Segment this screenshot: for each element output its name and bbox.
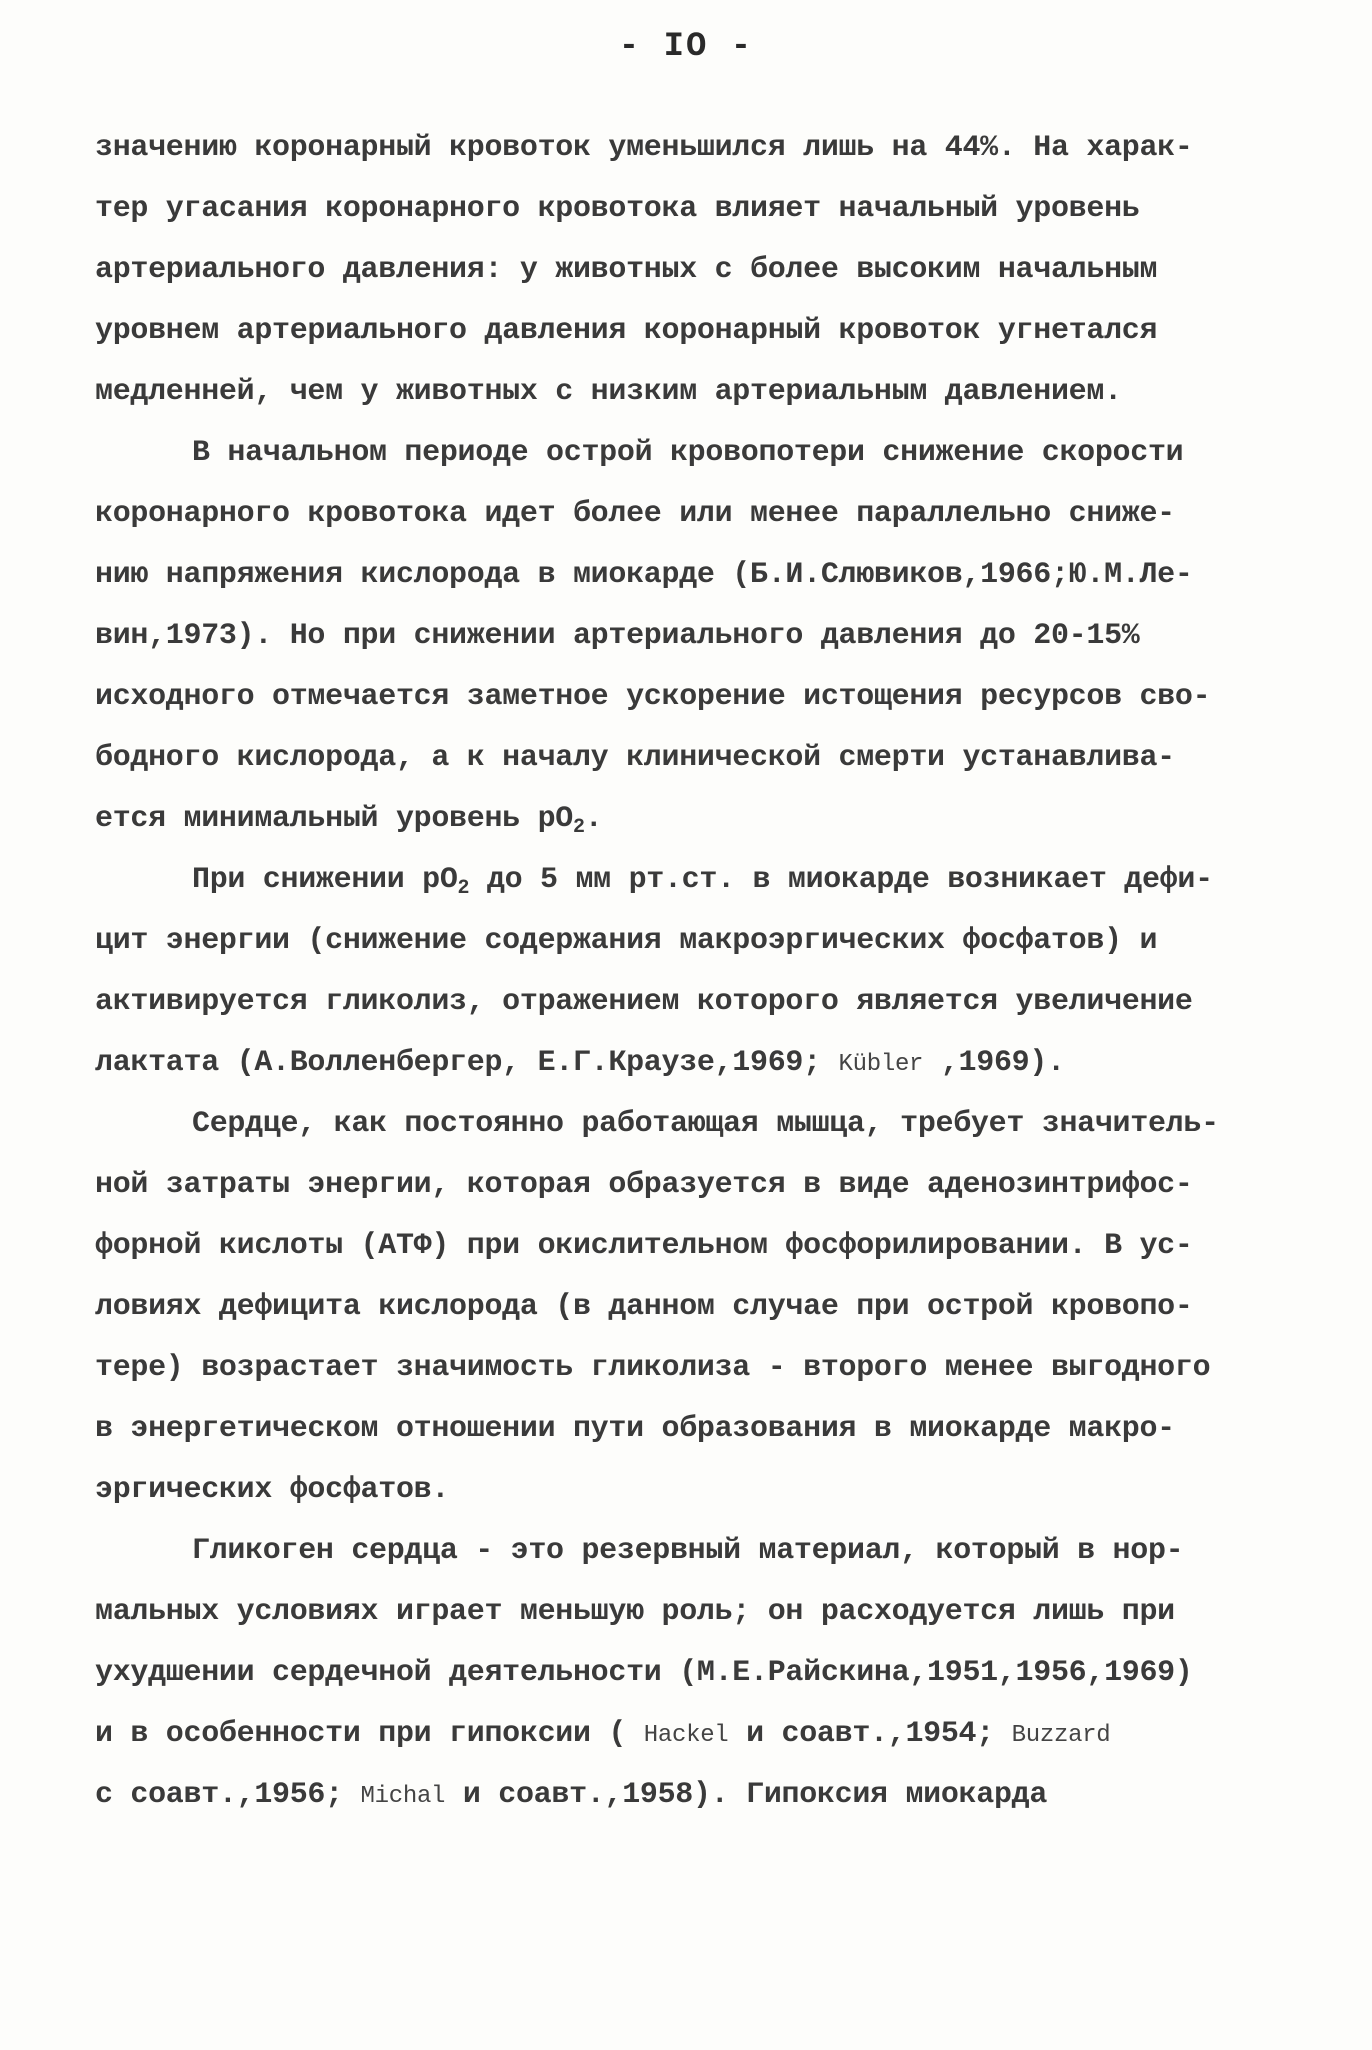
text-line [95, 311, 1290, 372]
text-segment: вин,1973). Но при снижении артериального давления до 20-15% [95, 619, 1140, 653]
text-segment: до 5 мм рт.ст. в миокарде возникает дефи- [469, 863, 1213, 897]
text-line [95, 555, 1290, 616]
text-segment: мальных условиях играет меньшую роль; он расходуется лишь при [95, 1595, 1175, 1629]
text-line [95, 982, 1290, 1043]
text-line [95, 1165, 1290, 1226]
text-segment: артериального давления: у животных с более высоким начальным [95, 253, 1158, 287]
text-line [95, 860, 1290, 921]
text-segment: и соавт.,1954; [728, 1717, 1012, 1751]
subscript: 2 [457, 877, 470, 900]
text-line [95, 921, 1290, 982]
text-segment: с соавт.,1956; [95, 1778, 361, 1812]
text-segment: медленней, чем у животных с низким артериальным давлением. [95, 375, 1122, 409]
text-segment: При снижении pO [192, 863, 458, 897]
text-line [95, 677, 1290, 738]
text-line [95, 128, 1290, 189]
text-line [95, 189, 1290, 250]
text-line [95, 1104, 1290, 1165]
text-segment: ной затраты энергии, которая образуется в виде аденозинтрифос- [95, 1168, 1193, 1202]
text-segment: Гликоген сердца - это резервный материал, который в нор- [192, 1534, 1184, 1568]
text-segment: . [584, 802, 603, 836]
text-segment: и соавт.,1958). Гипоксия миокарда [445, 1778, 1048, 1812]
text-line [95, 616, 1290, 677]
text-segment: уровнем артериального давления коронарный кровоток угнетался [95, 314, 1158, 348]
text-line [95, 372, 1290, 433]
text-line [95, 1043, 1290, 1104]
text-line [95, 433, 1290, 494]
latin-author-name: Buzzard [1011, 1722, 1111, 1749]
text-line [95, 799, 1290, 860]
text-segment: коронарного кровотока идет более или менее параллельно сниже- [95, 497, 1175, 531]
text-segment: ловиях дефицита кислорода (в данном случае при острой кровопо- [95, 1290, 1193, 1324]
text-segment: ется минимальный уровень pO [95, 802, 573, 836]
text-segment: В начальном периоде острой кровопотери снижение скорости [192, 436, 1184, 470]
text-segment: и в особенности при гипоксии ( [95, 1717, 644, 1751]
text-segment: тер угасания коронарного кровотока влияет начальный уровень [95, 192, 1140, 226]
text-line [95, 1653, 1290, 1714]
text-line [95, 738, 1290, 799]
text-line [95, 1531, 1290, 1592]
text-line [95, 494, 1290, 555]
text-segment: лактата (А.Волленбергер, Е.Г.Краузе,1969; [95, 1046, 839, 1080]
body-text [95, 128, 1290, 1836]
text-segment: ухудшении сердечной деятельности (М.Е.Райскина,1951,1956,1969) [95, 1656, 1193, 1690]
page-number: - IO - [618, 28, 754, 66]
text-line [95, 1287, 1290, 1348]
latin-author-name: Hackel [643, 1722, 729, 1749]
text-line [95, 1775, 1290, 1836]
text-segment: в энергетическом отношении пути образования в миокарде макро- [95, 1412, 1175, 1446]
text-segment: цит энергии (снижение содержания макроэргических фосфатов) и [95, 924, 1158, 958]
text-line [95, 1348, 1290, 1409]
text-segment: бодного кислорода, а к началу клинической смерти устанавлива- [95, 741, 1175, 775]
text-segment: ,1969). [923, 1046, 1065, 1080]
latin-author-name: Kübler [838, 1051, 924, 1078]
text-segment: нию напряжения кислорода в миокарде (Б.И.Слювиков,1966;Ю.М.Ле- [95, 558, 1193, 592]
text-line [95, 1409, 1290, 1470]
text-line [95, 1470, 1290, 1531]
text-segment: Сердце, как постоянно работающая мышца, требует значитель- [192, 1107, 1219, 1141]
latin-author-name: Michal [360, 1783, 446, 1810]
text-line [95, 1592, 1290, 1653]
text-segment: активируется гликолиз, отражением которого является увеличение [95, 985, 1193, 1019]
text-segment: значению коронарный кровоток уменьшился лишь на 44%. На харак- [95, 131, 1193, 165]
text-line [95, 250, 1290, 311]
text-segment: эргических фосфатов. [95, 1473, 450, 1507]
text-line [95, 1226, 1290, 1287]
text-segment: форной кислоты (АТФ) при окислительном фосфорилировании. В ус- [95, 1229, 1193, 1263]
text-line [95, 1714, 1290, 1775]
text-segment: тере) возрастает значимость гликолиза - второго менее выгодного [95, 1351, 1211, 1385]
subscript: 2 [572, 816, 585, 839]
text-segment: исходного отмечается заметное ускорение истощения ресурсов сво- [95, 680, 1211, 714]
